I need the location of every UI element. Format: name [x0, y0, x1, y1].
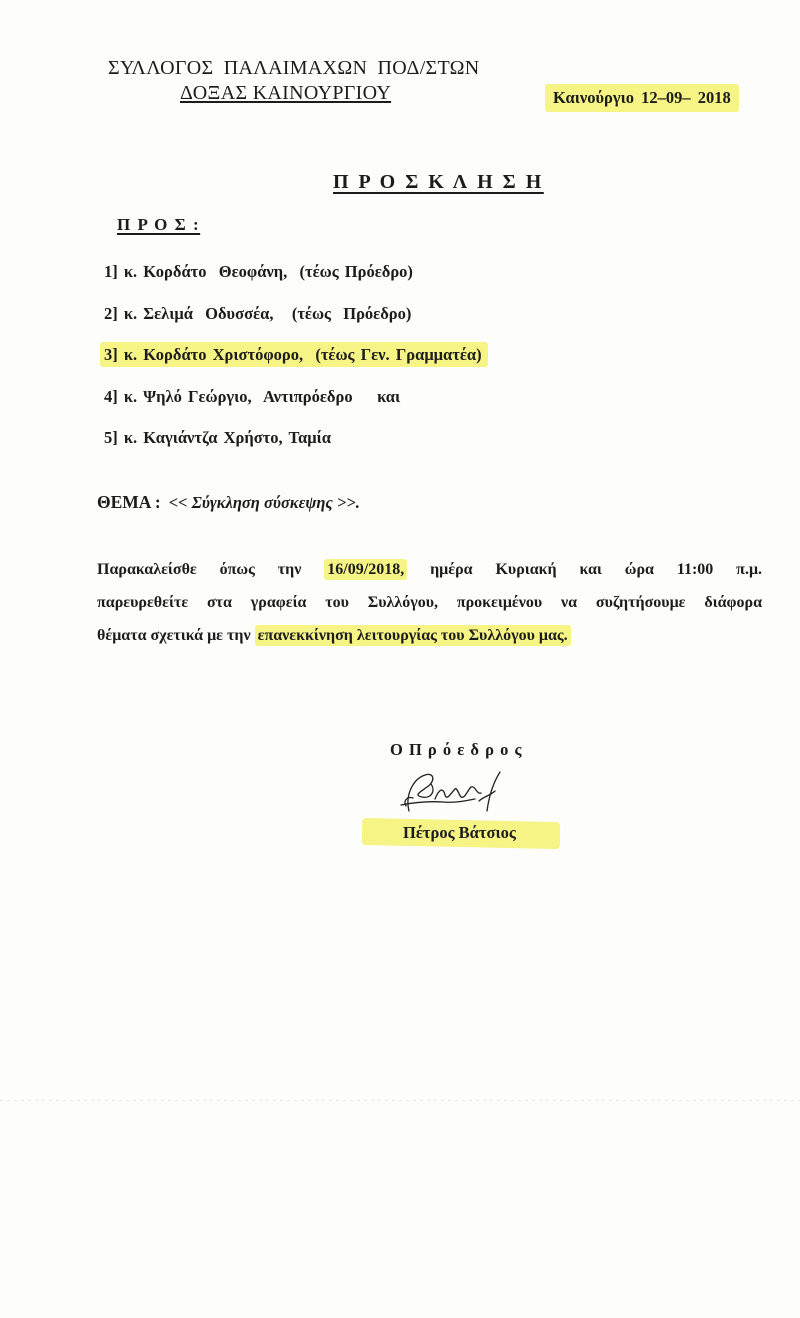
- signatory-role: Ο Π ρ ό ε δ ρ ο ς: [390, 740, 523, 759]
- signature-icon: [395, 765, 510, 820]
- body-text: ημέρα Κυριακή και ώρα 11:00 π.μ.: [430, 561, 763, 578]
- body-line-3: [97, 619, 762, 652]
- recipient-item: [104, 251, 488, 293]
- signatory-name: Πέτρος Βάτσιος: [403, 823, 516, 842]
- recipient-item: [104, 376, 488, 418]
- meeting-date-highlight: 16/09/2018,: [324, 559, 407, 580]
- purpose-highlight: επανεκκίνηση λειτουργίας του Συλλόγου μας.: [255, 625, 571, 646]
- recipient-text: 4] κ. Ψηλό Γεώργιο, Αντιπρόεδρο και: [104, 386, 401, 406]
- subject-line: [97, 490, 360, 515]
- recipients-label: Π Ρ Ο Σ :: [117, 215, 201, 234]
- recipient-text: 5] κ. Καγιάντζα Χρήστο, Ταμία: [104, 428, 331, 447]
- body-line-1: [97, 553, 762, 586]
- scan-artifact-line: [0, 1100, 800, 1101]
- body-text: θέματα σχετικά με την: [97, 627, 251, 644]
- organization-subtitle: ΔΟΞΑΣ ΚΑΙΝΟΥΡΓΙΟΥ: [180, 82, 392, 104]
- recipient-item: [104, 293, 488, 335]
- organization-name: ΣΥΛΛΟΓΟΣ ΠΑΛΑΙΜΑΧΩΝ ΠΟΔ/ΣΤΩΝ: [108, 57, 480, 79]
- recipient-item-highlighted: [104, 334, 488, 376]
- body-line-2: [97, 586, 762, 619]
- subject-text: << Σύγκληση σύσκεψης >>.: [168, 493, 360, 512]
- place-date: Καινούργιο 12–09– 2018: [545, 84, 739, 112]
- recipient-list: [104, 251, 488, 459]
- recipient-text: 2] κ. Σελιμά Οδυσσέα, (τέως Πρόεδρο): [104, 303, 412, 323]
- body-text: Παρακαλείσθε όπως την: [97, 561, 302, 578]
- subject-label: ΘΕΜΑ :: [97, 492, 161, 512]
- document-title: Π Ρ Ο Σ Κ Λ Η Σ Η: [333, 171, 544, 193]
- recipient-text: 1] κ. Κορδάτο Θεοφάνη, (τέως Πρόεδρο): [104, 262, 413, 281]
- recipient-item: [104, 417, 488, 459]
- recipient-text: 3] κ. Κορδάτο Χριστόφορο, (τέως Γεν. Γραμματέα): [100, 342, 488, 367]
- body-paragraph: [97, 553, 762, 652]
- body-text: παρευρεθείτε στα γραφεία του Συλλόγου, προκειμένου να συζητήσουμε διάφορα: [97, 594, 762, 611]
